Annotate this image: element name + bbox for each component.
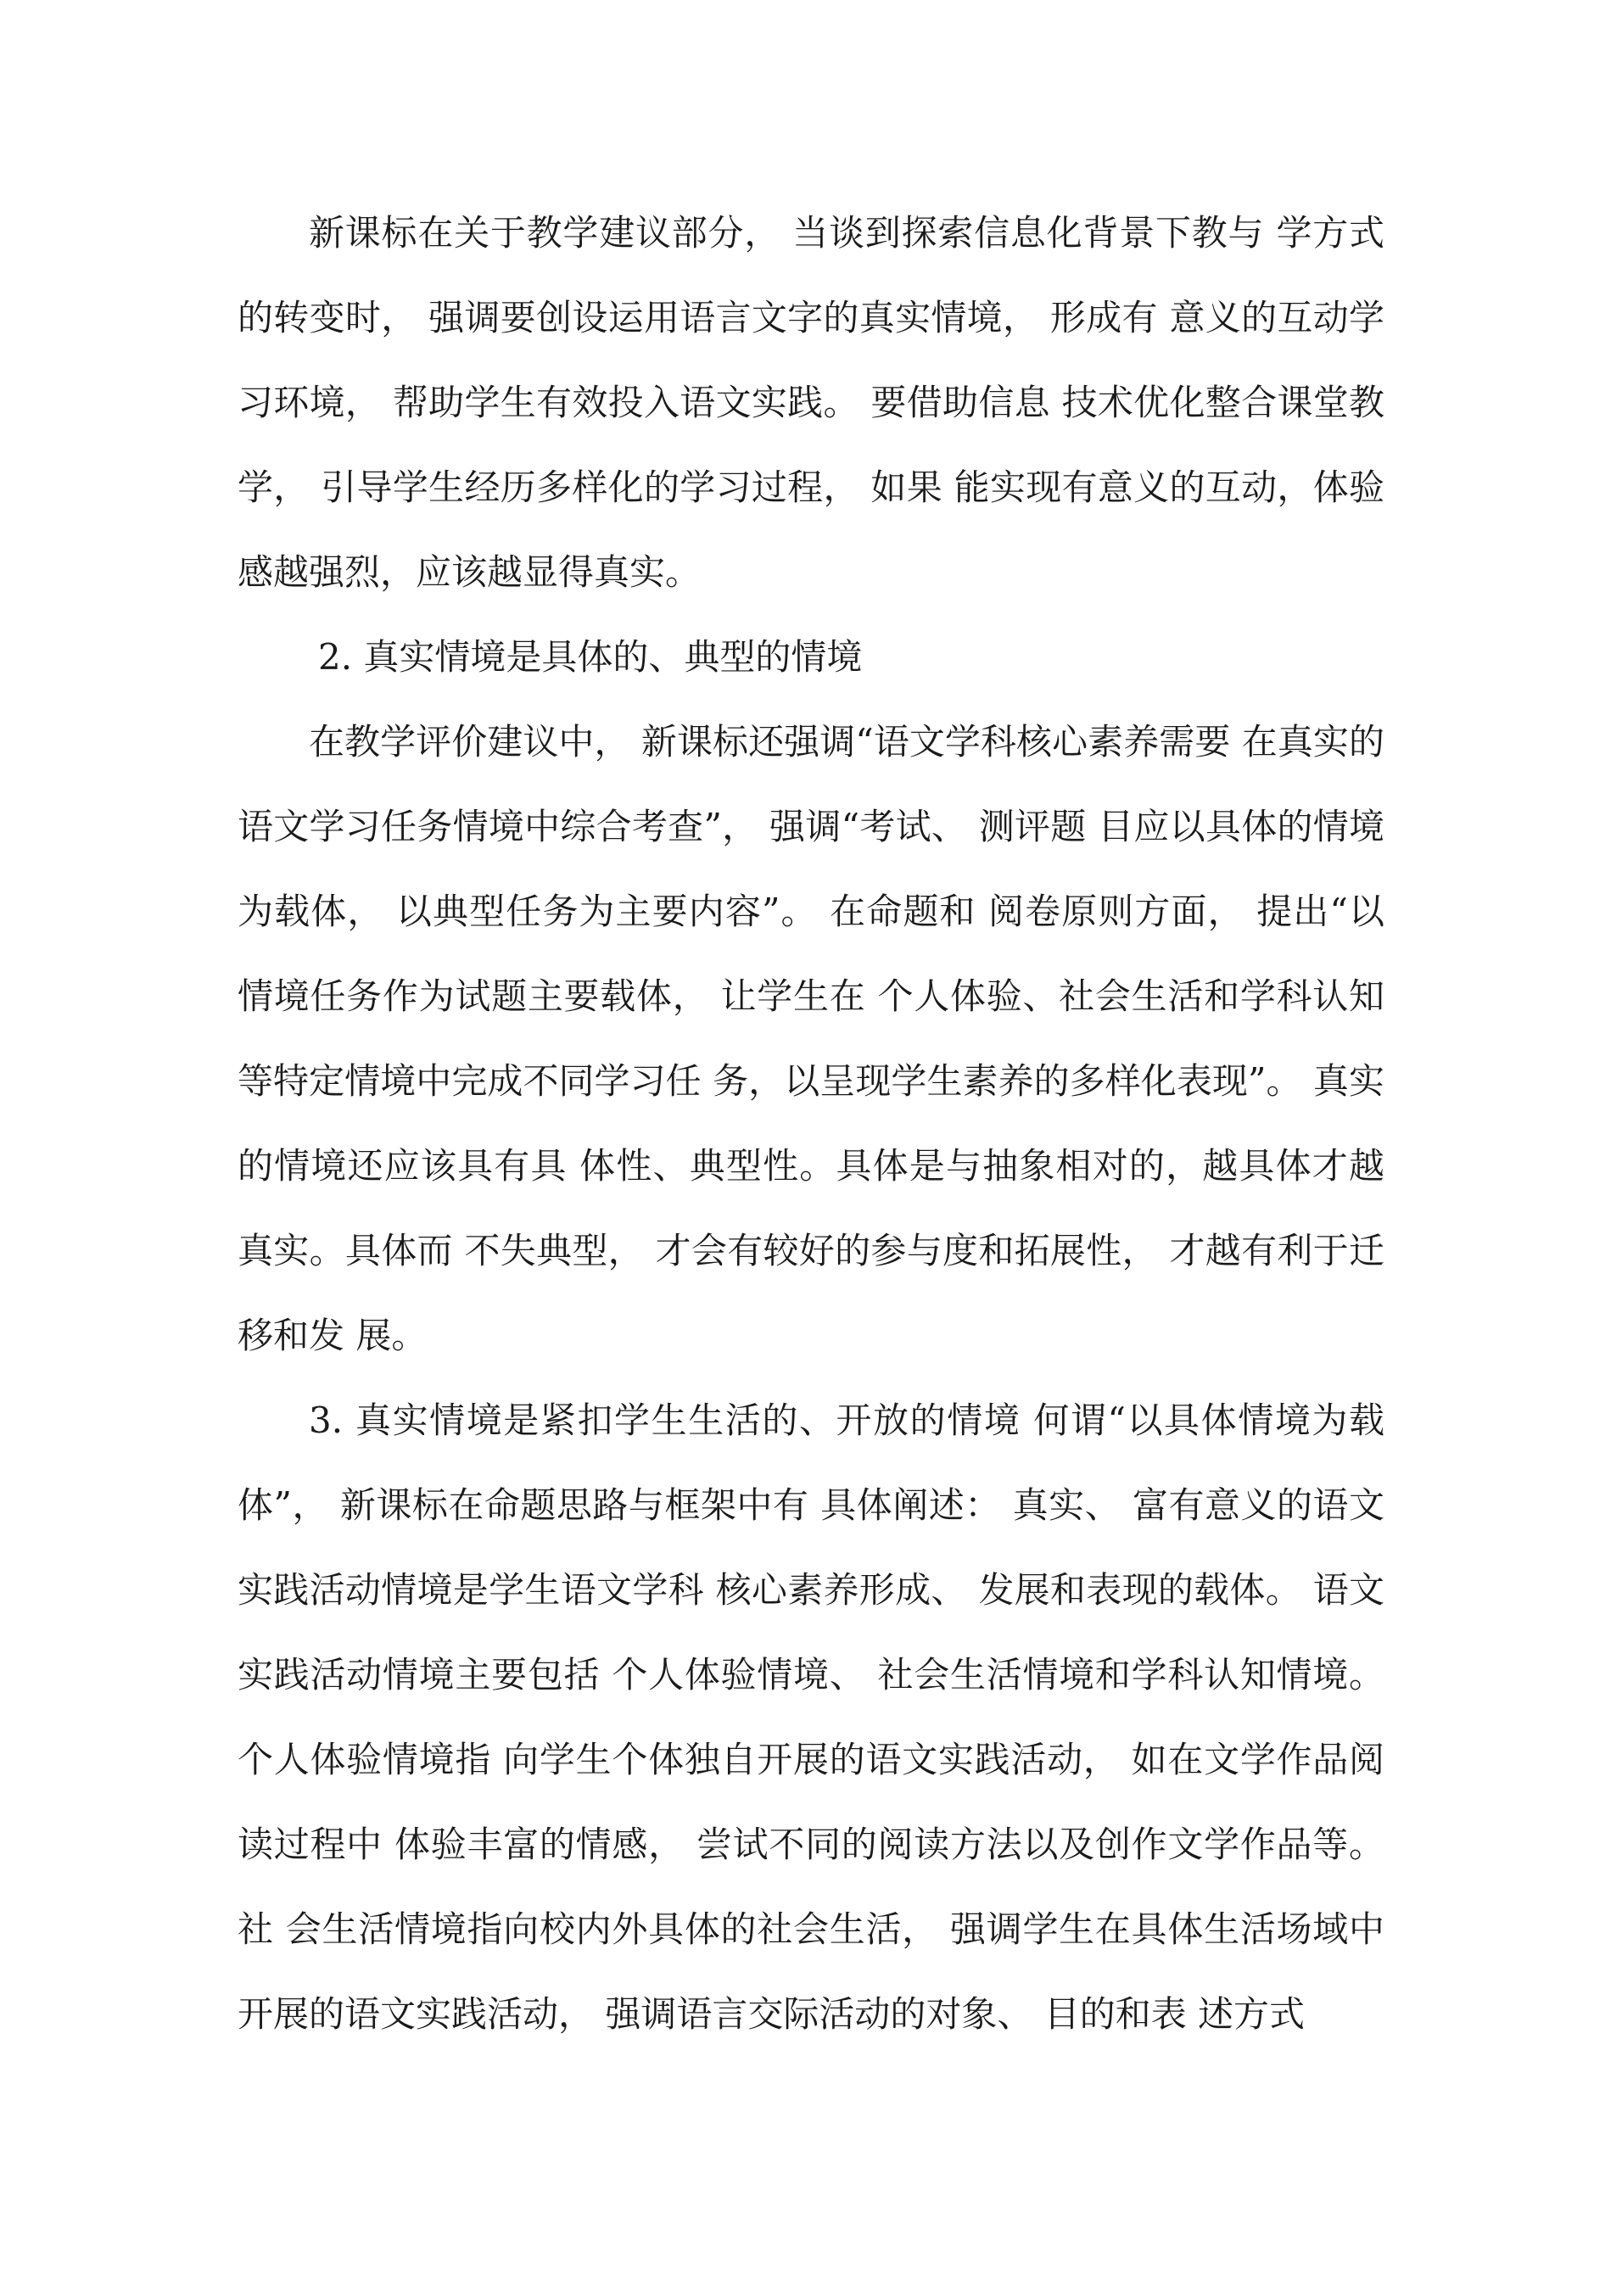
paragraph-2: 在教学评价建议中， 新课标还强调“语文学科核心素养需要 在真实的语文学习任务情境中综合考查”， 强调“考试、 测评题 目应以具体的情境为载体， 以典型任务为主要内容”。 在命题和 阅卷原则方面， 提出“以情境任务作为试题主要载体， 让学生在 个人体验、社会生活和学科认知等特定情境中完成不同学习任 务，以呈现学生素养的多样化表现”。 真实的情境还应该具有具 体性、典型性。具体是与抽象相对的，越具体才越真实。具体而 不失典型， 才会有较好的参与度和拓展性， 才越有利于迁移和发 展。 [238, 721, 1384, 1356]
paragraph-3: 3. 真实情境是紧扣学生生活的、开放的情境 何谓“以具体情境为载体”， 新课标在命题思路与框架中有 具体阐述： 真实、 富有意义的语文实践活动情境是学生语文学科 核心素养形成、 发展和表现的载体。 语文实践活动情境主要包括 个人体验情境、 社会生活情境和学科认知情境。 个人体验情境指 向学生个体独自开展的语文实践活动， 如在文学作品阅读过程中 体验丰富的情感， 尝试不同的阅读方法以及创作文学作品等。 社 会生活情境指向校内外具体的社会生活， 强调学生在具体生活场域中开展的语文实践活动， 强调语言交际活动的对象、 目的和表 述方式 [238, 1399, 1384, 2035]
paragraph-1: 新课标在关于教学建议部分， 当谈到探索信息化背景下教与 学方式的转变时， 强调要创设运用语言文字的真实情境， 形成有 意义的互动学习环境， 帮助学生有效投入语文实践。 要借助信息 技术优化整合课堂教学， 引导学生经历多样化的学习过程， 如果 能实现有意义的互动，体验感越强烈，应该越显得真实。 [238, 212, 1384, 593]
document-body [238, 191, 1384, 2057]
section-heading-2: 2. 真实情境是具体的、典型的情境 [318, 636, 863, 678]
